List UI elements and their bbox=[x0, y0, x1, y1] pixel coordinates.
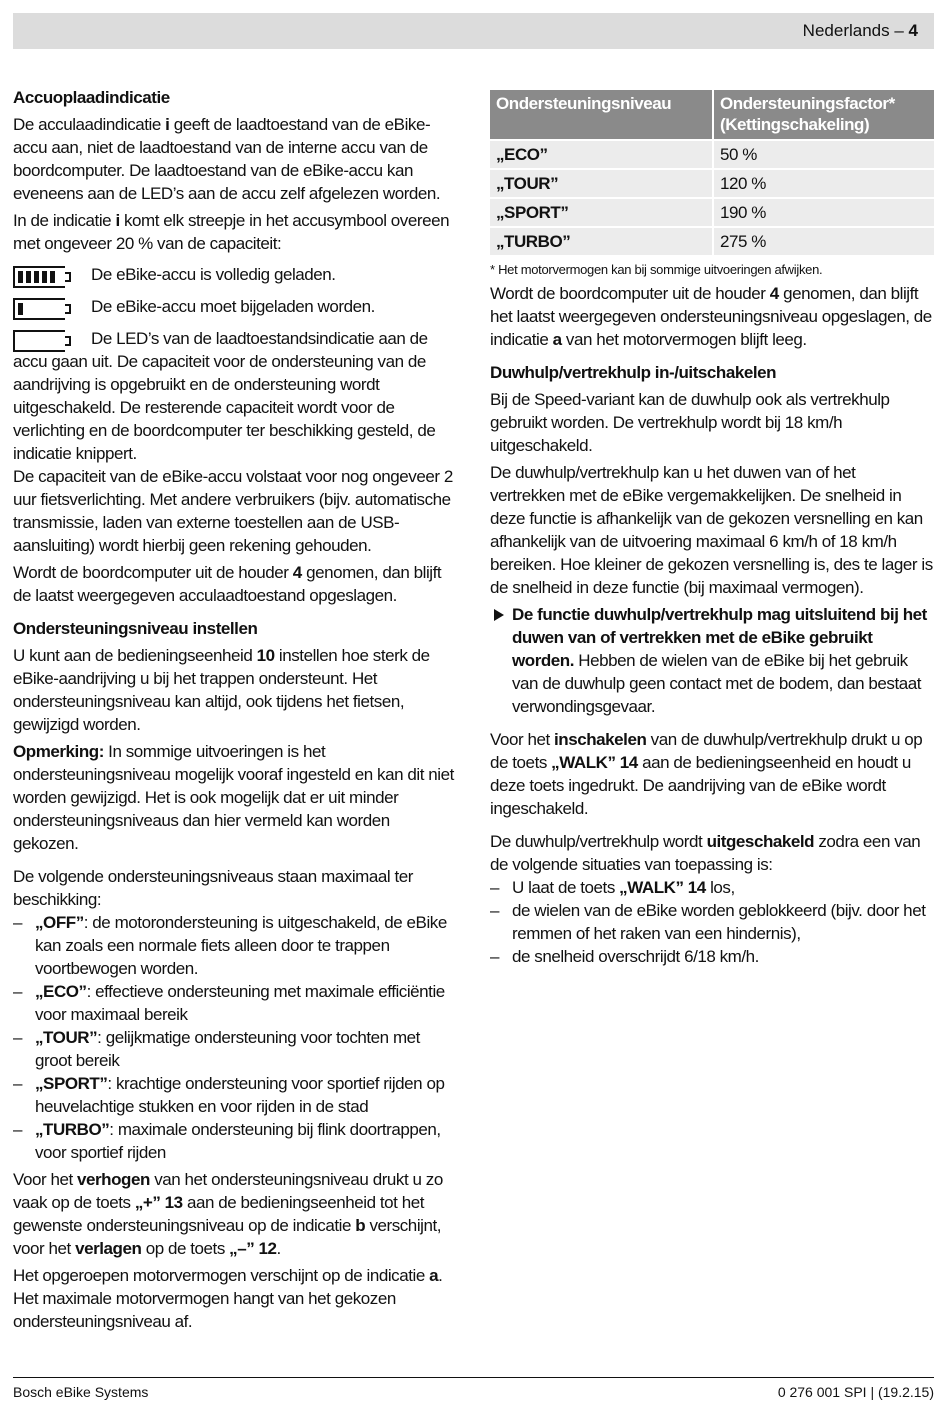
battery-row-full bbox=[13, 263, 458, 286]
battery-row-empty bbox=[13, 327, 458, 465]
battery-empty-text: De LED’s van de laadtoestandsindicatie aan de accu gaan uit. De capaciteit voor de ondersteuning van de aandrijving is opgebruikt en de ondersteuning wordt uitgeschakeld. De resterende capaciteit wordt voor de verlichting en de boordcomputer ter beschikking gesteld, de indicatie knippert. bbox=[13, 329, 436, 463]
page-header-text bbox=[803, 22, 918, 40]
table-row: „SPORT” 190 % bbox=[490, 198, 934, 227]
paragraph: De duwhulp/vertrekhulp kan u het duwen van of het vertrekken met de eBike vergemakkelijken. De snelheid in deze functie is afhankelijk van de gekozen versnelling en kan afhankelijk van de uitvoering maximaal 6 km/h of 18 km/h bereiken. Hoe kleiner de gekozen versnelling is, des te lager is de snelheid in deze functie (bij maximaal vermogen). bbox=[490, 463, 933, 597]
table-row: „TURBO” 275 % bbox=[490, 227, 934, 255]
heading-accu: Accuoplaadindicatie bbox=[13, 88, 170, 107]
paragraph: Wordt de boordcomputer uit de houder 4 genomen, dan blijft de laatst weergegeven acculaadtoestand opgeslagen. bbox=[13, 563, 442, 605]
list-item: – „SPORT”: krachtige ondersteuning voor sportief rijden op heuvelachtige stukken en voor rijden in de stad bbox=[13, 1072, 458, 1118]
list-item: – „ECO”: effectieve ondersteuning met maximale efficiëntie voor maximaal bereik bbox=[13, 980, 458, 1026]
table-header-row bbox=[490, 90, 934, 140]
table-footnote: * Het motorvermogen kan bij sommige uitvoeringen afwijken. bbox=[490, 262, 823, 277]
paragraph: Voor het inschakelen van de duwhulp/vertrekhulp drukt u op de toets „WALK” 14 aan de bedieningseenheid en houdt u deze toets ingedrukt. De aandrijving van de eBike wordt ingeschakeld. bbox=[490, 730, 923, 818]
battery-empty-icon bbox=[13, 330, 65, 352]
battery-full-icon bbox=[13, 266, 65, 288]
footer-divider bbox=[13, 1377, 934, 1378]
battery-row-low bbox=[13, 295, 458, 318]
level-list bbox=[13, 911, 458, 1164]
page-header bbox=[13, 13, 934, 49]
list-item: – U laat de toets „WALK” 14 los, bbox=[490, 876, 934, 899]
note-paragraph: Opmerking: In sommige uitvoeringen is het ondersteuningsniveau mogelijk vooraf ingesteld en kan dit niet worden gewijzigd. Het is ook mogelijk dat er uit minder ondersteuningsniveaus dan hier vermeld kan worden gekozen. bbox=[13, 742, 454, 853]
list-item: – „TOUR”: gelijkmatige ondersteuning voor tochten met groot bereik bbox=[13, 1026, 458, 1072]
table-row: „TOUR” 120 % bbox=[490, 169, 934, 198]
paragraph: De capaciteit van de eBike-accu volstaat voor nog ongeveer 2 uur fietsverlichting. Met andere verbruikers (bijv. automatische transmissie, laden van externe toestellen aan de USB-aansluiting) wordt hierbij geen rekening gehouden. bbox=[13, 467, 453, 555]
footer-brand: Bosch eBike Systems bbox=[13, 1384, 149, 1400]
page-number: 4 bbox=[908, 21, 918, 40]
paragraph: De volgende ondersteuningsniveaus staan maximaal ter beschikking: bbox=[13, 867, 413, 909]
support-level-table bbox=[490, 90, 934, 255]
left-column bbox=[13, 86, 458, 1333]
paragraph: Voor het verhogen van het ondersteuningsniveau drukt u zo vaak op de toets „+” 13 aan de bedieningseenheid tot het gewenste ondersteuningsniveau op de indicatie b verschijnt, voor het verlagen op de toets „–” 12. bbox=[13, 1170, 443, 1258]
heading-walk: Duwhulp/vertrekhulp in-/uitschakelen bbox=[490, 363, 777, 382]
list-item: – „OFF”: de motorondersteuning is uitgeschakeld, de eBike kan zoals een normale fiets alleen door te trappen voortbewogen worden. bbox=[13, 911, 458, 980]
heading-level: Ondersteuningsniveau instellen bbox=[13, 619, 258, 638]
list-item: – de snelheid overschrijdt 6/18 km/h. bbox=[490, 945, 934, 968]
table-row: „ECO” 50 % bbox=[490, 140, 934, 169]
battery-low-text: De eBike-accu moet bijgeladen worden. bbox=[91, 297, 375, 316]
paragraph: Wordt de boordcomputer uit de houder 4 genomen, dan blijft het laatst weergegeven ondersteuningsniveau opgeslagen, de indicatie a van het motorvermogen blijft leeg. bbox=[490, 284, 932, 349]
battery-full-text: De eBike-accu is volledig geladen. bbox=[91, 265, 336, 284]
list-item: – „TURBO”: maximale ondersteuning bij flink doortrappen, voor sportief rijden bbox=[13, 1118, 458, 1164]
warning-triangle-icon bbox=[494, 609, 504, 621]
list-item: – de wielen van de eBike worden geblokkeerd (bijv. door het remmen of het raken van een hindernis), bbox=[490, 899, 934, 945]
paragraph: In de indicatie i komt elk streepje in het accusymbool overeen met ongeveer 20 % van de capaciteit: bbox=[13, 211, 450, 253]
paragraph: De duwhulp/vertrekhulp wordt uitgeschakeld zodra een van de volgende situaties van toepassing is: bbox=[490, 832, 921, 874]
off-conditions-list bbox=[490, 876, 934, 968]
paragraph: De acculaadindicatie i geeft de laadtoestand van de eBike-accu aan, niet de laadtoestand van de interne accu van de boordcomputer. De laadtoestand van de eBike-accu kan eveneens aan de LED’s aan de accu zelf afgelezen worden. bbox=[13, 115, 441, 203]
warning-item: De functie duwhulp/vertrekhulp mag uitsluitend bij het duwen van of vertrekken met de eBike gebruikt worden. Hebben de wielen van de eBike bij het gebruik van de duwhulp geen contact met de bodem, dan bestaat verwondingsgevaar. bbox=[490, 603, 934, 718]
table-header-level: Ondersteuningsniveau bbox=[490, 90, 713, 140]
footer-doc-id: 0 276 001 SPI | (19.2.15) bbox=[777, 1384, 934, 1400]
battery-low-icon bbox=[13, 298, 65, 320]
paragraph: Bij de Speed-variant kan de duwhulp ook als vertrekhulp gebruikt worden. De vertrekhulp wordt bij 18 km/h uitgeschakeld. bbox=[490, 390, 890, 455]
header-separator: – bbox=[889, 21, 909, 40]
header-language: Nederlands bbox=[802, 21, 890, 40]
paragraph: U kunt aan de bedieningseenheid 10 instellen hoe sterk de eBike-aandrijving u bij het trappen ondersteunt. Het ondersteuningsniveau kan altijd, ook tijdens het fietsen, gewijzigd worden. bbox=[13, 646, 430, 734]
table-header-factor: Ondersteuningsfactor* (Kettingschakeling) bbox=[713, 90, 934, 140]
paragraph: Het opgeroepen motorvermogen verschijnt op de indicatie a. Het maximale motorvermogen hangt van het gekozen ondersteuningsniveau af. bbox=[13, 1266, 443, 1331]
right-column bbox=[490, 90, 934, 968]
